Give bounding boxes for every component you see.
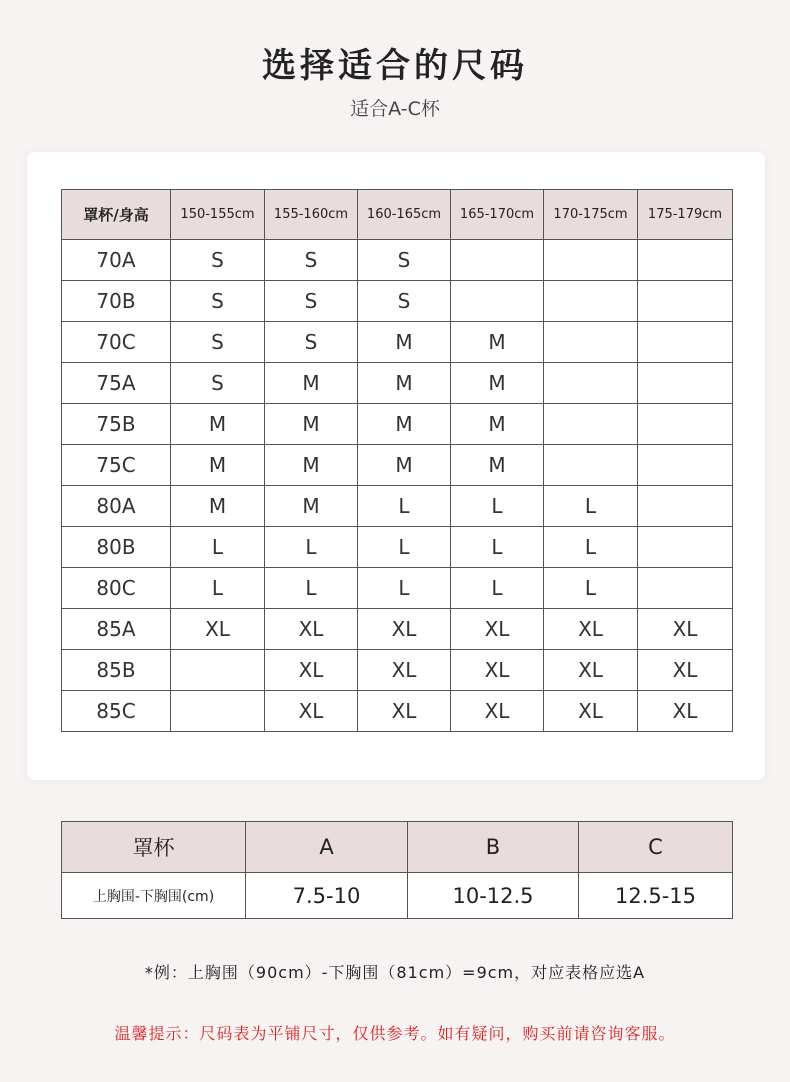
size-row [62,691,733,732]
warm-notice: 温馨提示：尺码表为平铺尺寸，仅供参考。如有疑问，购买前请咨询客服。 [114,1024,676,1043]
size-cell: S [171,322,265,363]
size-cell: M [358,404,451,445]
size-cell: XL [358,609,451,650]
size-row [62,281,733,322]
size-chart-table [61,189,733,732]
size-cell: XL [451,650,544,691]
size-cell [638,322,733,363]
corner-header: 罩杯/身高 [62,190,171,240]
size-cell: XL [265,609,358,650]
cup-size-cell: 80C [62,568,171,609]
size-cell: L [544,486,638,527]
size-cell [544,240,638,281]
cup-size-cell: 80A [62,486,171,527]
cup-row-label: 上胸围-下胸围(cm) [62,873,246,919]
size-cell: S [358,281,451,322]
size-row [62,363,733,404]
size-cell [544,363,638,404]
size-cell: M [265,486,358,527]
size-cell: XL [544,691,638,732]
size-cell [638,404,733,445]
size-cell: XL [451,691,544,732]
size-cell: M [265,445,358,486]
size-cell: M [358,363,451,404]
height-column-header: 150-155cm [171,190,265,240]
cup-header-label: 罩杯 [62,822,246,873]
size-cell: XL [265,691,358,732]
height-column-header: 175-179cm [638,190,733,240]
size-cell: S [265,281,358,322]
size-cell [638,527,733,568]
height-column-header: 160-165cm [358,190,451,240]
size-cell [638,445,733,486]
size-cell [638,240,733,281]
cup-size-cell: 70A [62,240,171,281]
size-cell: M [451,363,544,404]
size-cell: S [358,240,451,281]
size-cell: L [358,486,451,527]
cup-header: C [579,822,733,873]
size-cell: XL [265,650,358,691]
size-cell [544,404,638,445]
size-cell: L [265,568,358,609]
size-cell: L [451,568,544,609]
size-cell: XL [638,609,733,650]
cup-value-row [62,873,733,919]
example-note: *例：上胸围（90cm）-下胸围（81cm）=9cm，对应表格应选A [144,963,646,982]
size-cell: XL [451,609,544,650]
size-row [62,240,733,281]
size-cell: M [171,445,265,486]
cup-size-cell: 85A [62,609,171,650]
size-cell [451,281,544,322]
cup-value: 12.5-15 [579,873,733,919]
cup-value: 7.5-10 [246,873,408,919]
cup-size-cell: 75C [62,445,171,486]
size-cell: XL [638,691,733,732]
size-cell [171,650,265,691]
cup-size-cell: 75B [62,404,171,445]
size-row [62,322,733,363]
size-cell: XL [544,650,638,691]
cup-size-cell: 70C [62,322,171,363]
cup-size-cell: 85B [62,650,171,691]
height-column-header: 155-160cm [265,190,358,240]
cup-size-cell: 85C [62,691,171,732]
size-chart-header-row [62,190,733,240]
cup-size-cell: 70B [62,281,171,322]
size-cell [638,281,733,322]
size-cell: L [544,527,638,568]
size-cell: XL [358,691,451,732]
size-cell [638,486,733,527]
size-cell: M [451,322,544,363]
size-row [62,568,733,609]
size-cell [638,568,733,609]
size-cell: L [358,527,451,568]
page-subtitle: 适合A-C杯 [350,98,440,120]
cup-header: A [246,822,408,873]
size-cell: S [265,322,358,363]
height-column-header: 170-175cm [544,190,638,240]
size-cell: XL [358,650,451,691]
size-cell: S [265,240,358,281]
cup-table [61,821,733,919]
cup-value: 10-12.5 [408,873,579,919]
size-row [62,609,733,650]
size-cell: L [171,568,265,609]
size-chart-body [62,240,733,732]
size-cell [544,322,638,363]
size-cell: M [265,363,358,404]
size-cell: M [358,445,451,486]
size-cell [544,445,638,486]
size-cell: S [171,240,265,281]
size-cell: S [171,281,265,322]
size-cell: XL [171,609,265,650]
size-cell: M [265,404,358,445]
size-cell [171,691,265,732]
size-cell: XL [544,609,638,650]
size-cell: L [544,568,638,609]
size-cell: XL [638,650,733,691]
size-cell: M [451,445,544,486]
cup-size-cell: 75A [62,363,171,404]
page-title: 选择适合的尺码 [262,46,528,86]
size-cell [638,363,733,404]
size-cell: S [171,363,265,404]
size-cell: L [451,527,544,568]
size-cell: L [358,568,451,609]
size-row [62,486,733,527]
size-cell: L [171,527,265,568]
size-cell [451,240,544,281]
cup-header-row [62,822,733,873]
height-column-header: 165-170cm [451,190,544,240]
size-row [62,650,733,691]
cup-size-cell: 80B [62,527,171,568]
size-cell: M [171,486,265,527]
size-cell: L [451,486,544,527]
size-cell [544,281,638,322]
size-row [62,527,733,568]
size-cell: M [451,404,544,445]
size-cell: L [265,527,358,568]
cup-header: B [408,822,579,873]
size-row [62,404,733,445]
size-cell: M [358,322,451,363]
size-cell: M [171,404,265,445]
size-row [62,445,733,486]
